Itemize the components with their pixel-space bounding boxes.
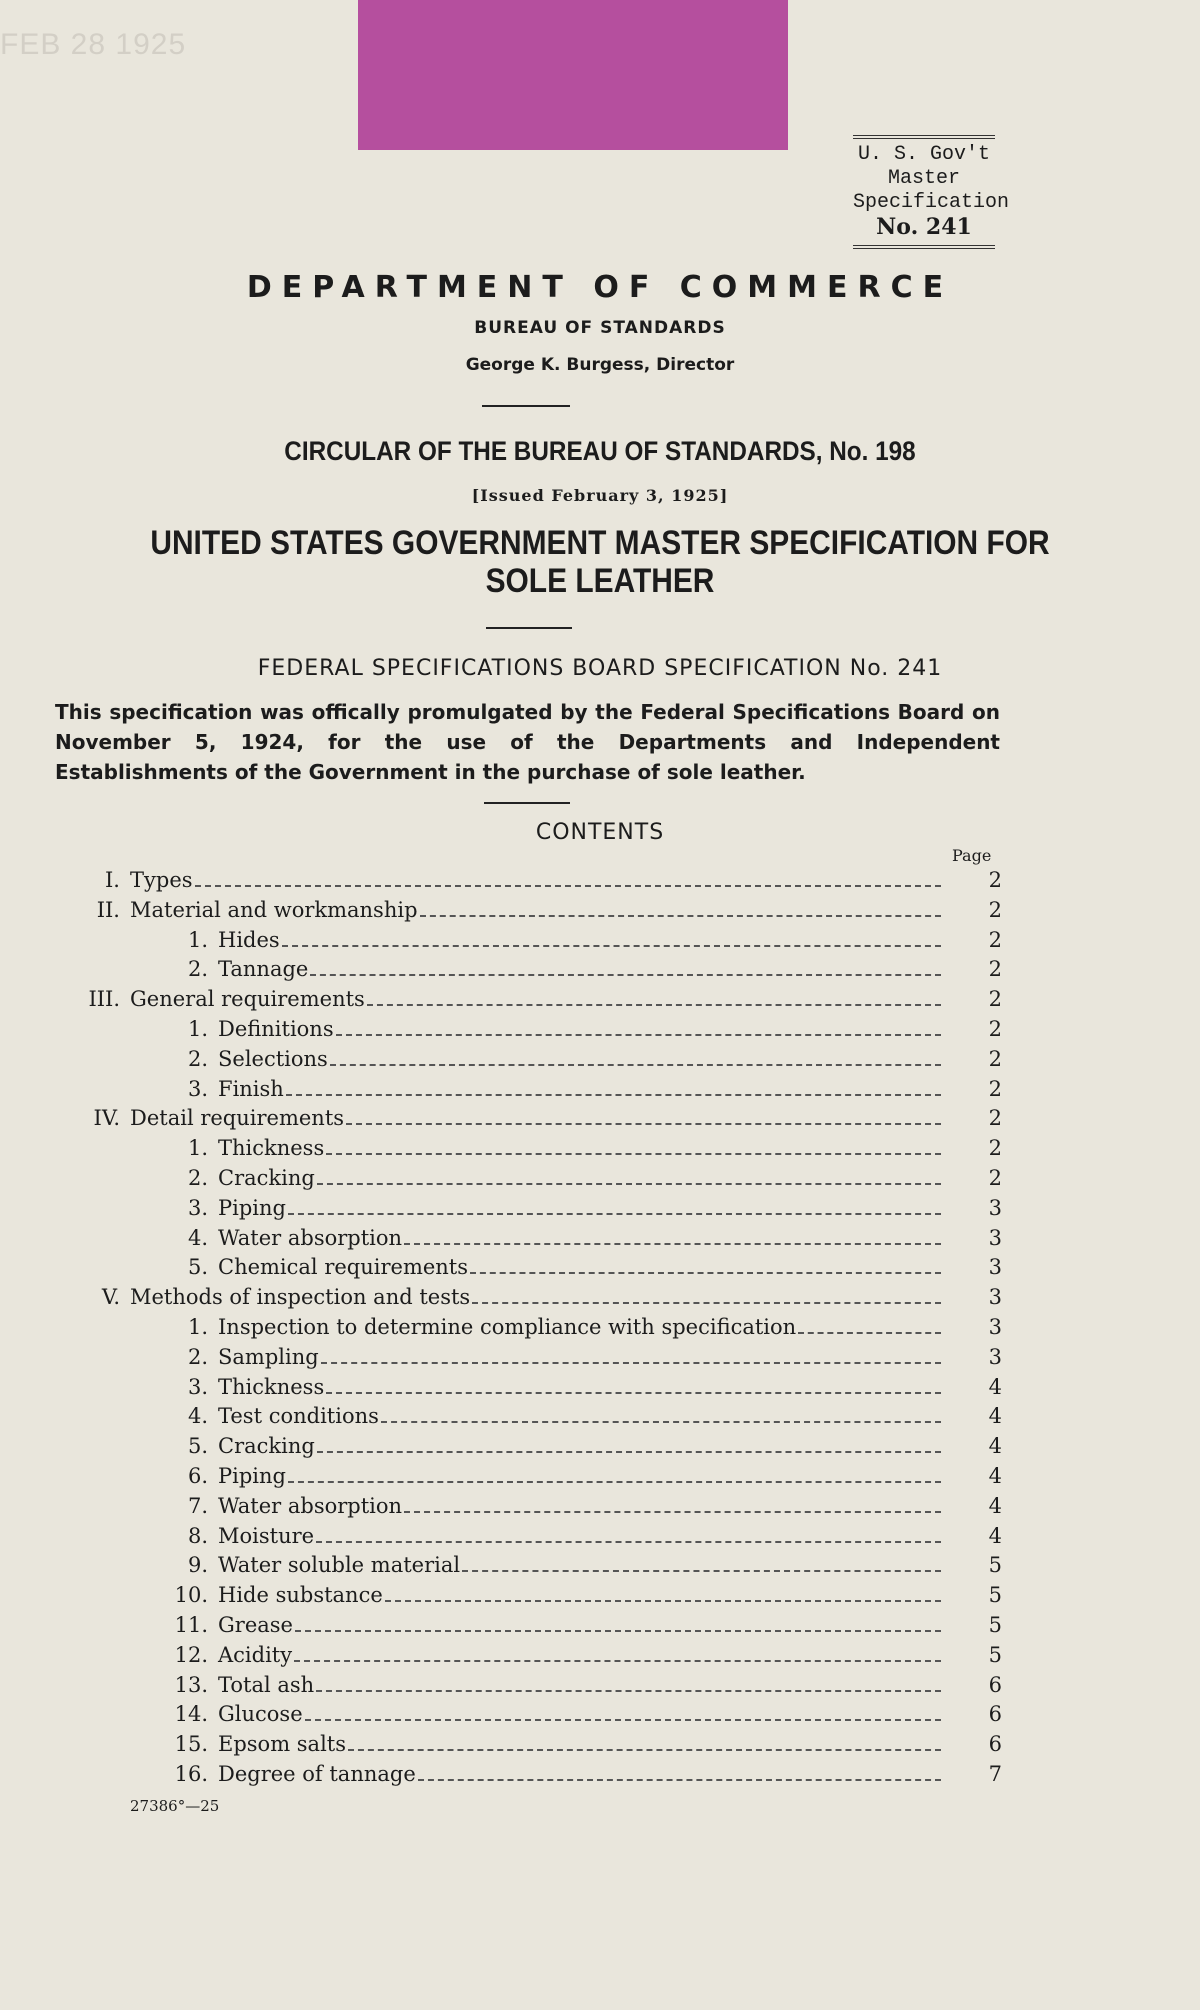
toc-entry-number: 4. <box>187 1225 208 1250</box>
toc-entry-number: 7. <box>187 1493 208 1518</box>
toc-entry-number: V. <box>101 1285 120 1310</box>
dot-leader <box>317 1451 941 1453</box>
director-line: George K. Burgess, Director <box>465 355 735 375</box>
toc-entry-number: 5. <box>187 1434 208 1459</box>
toc-entry-page: 5 <box>988 1642 1002 1667</box>
fsb-heading: FEDERAL SPECIFICATIONS BOARD SPECIFICATION No. 241 <box>257 656 943 681</box>
toc-entry <box>0 1015 1200 1045</box>
toc-entry-label: Piping <box>218 1195 286 1220</box>
toc-entry-number: 11. <box>174 1612 208 1637</box>
toc-entry-label: Degree of tannage <box>218 1761 416 1786</box>
toc-entry-number: 1. <box>187 1314 208 1339</box>
toc-entry-number: 3. <box>187 1374 208 1399</box>
toc-entry-page: 4 <box>988 1463 1002 1488</box>
toc-entry <box>0 1462 1200 1492</box>
toc-entry-page: 2 <box>988 868 1002 892</box>
dot-leader <box>282 945 941 947</box>
toc-entry-number: 12. <box>174 1642 208 1667</box>
toc-entry-page: 2 <box>988 897 1002 922</box>
toc-entry <box>0 1075 1200 1105</box>
toc-entry-page: 2 <box>988 1165 1002 1190</box>
toc-entry-number: 2. <box>187 957 208 982</box>
spec-box-line2: Master <box>887 167 960 190</box>
title-line-2: SOLE LEATHER <box>485 562 715 600</box>
contents-heading: CONTENTS <box>535 820 665 845</box>
toc-entry-page: 3 <box>988 1195 1002 1220</box>
department-heading: DEPARTMENT OF COMMERCE <box>246 270 954 305</box>
divider <box>484 802 570 804</box>
dot-leader <box>367 1004 941 1006</box>
dot-leader <box>310 974 941 976</box>
dot-leader <box>286 1094 941 1096</box>
toc-entry <box>0 1611 1200 1641</box>
toc-entry-label: Hide substance <box>218 1583 383 1608</box>
dot-leader <box>305 1719 941 1721</box>
toc-entry-number: 3. <box>187 1195 208 1220</box>
toc-entry-number: 4. <box>187 1404 208 1429</box>
promulgation-paragraph: This specification was offically promulgated by the Federal Specifications Board on November 5, 1924, for the use of the Departments and Independent Establishments of the Government in the purchase of sole leather. <box>55 700 1000 784</box>
spec-number-box <box>853 135 1010 249</box>
toc-entry-page: 3 <box>988 1344 1002 1369</box>
toc-entry-page: 3 <box>988 1285 1002 1310</box>
toc-entry <box>0 926 1200 956</box>
toc-entry <box>0 1164 1200 1194</box>
toc-entry-number: 2. <box>187 1165 208 1190</box>
toc-entry-label: Grease <box>218 1612 293 1637</box>
toc-entry-number: IV. <box>93 1106 120 1131</box>
toc-entry <box>0 896 1200 926</box>
toc-entry-number: 5. <box>187 1255 208 1280</box>
toc-entry-number: 6. <box>187 1463 208 1488</box>
toc-entry-page: 3 <box>988 1314 1002 1339</box>
toc-entry-page: 4 <box>988 1374 1002 1399</box>
toc-entry-number: 10. <box>174 1583 208 1608</box>
toc-entry-page: 6 <box>988 1732 1002 1757</box>
toc-entry <box>0 1581 1200 1611</box>
page-column-header: Page <box>952 846 992 865</box>
dot-leader <box>288 1481 941 1483</box>
toc-entry-page: 4 <box>988 1434 1002 1459</box>
toc-entry-page: 4 <box>988 1523 1002 1548</box>
dot-leader <box>404 1243 941 1245</box>
dot-leader <box>336 1034 941 1036</box>
toc-entry-label: General requirements <box>130 987 365 1012</box>
dot-leader <box>294 1660 941 1662</box>
dot-leader <box>472 1302 941 1304</box>
toc-entry-page: 2 <box>988 957 1002 982</box>
toc-entry-page: 2 <box>988 1136 1002 1161</box>
toc-entry <box>0 1551 1200 1581</box>
dot-leader <box>798 1332 941 1334</box>
toc-entry-label: Inspection to determine compliance with specification <box>218 1314 797 1339</box>
dot-leader <box>326 1153 941 1155</box>
toc-entry-label: Detail requirements <box>130 1106 345 1131</box>
toc-entry-label: Sampling <box>218 1344 319 1369</box>
toc-entry-number: I. <box>105 868 120 892</box>
divider <box>482 405 570 407</box>
toc-entry-label: Thickness <box>218 1136 325 1161</box>
toc-entry-label: Tannage <box>218 957 309 982</box>
toc-entry-number: 14. <box>174 1702 208 1727</box>
toc-entry-label: Epsom salts <box>218 1732 347 1757</box>
toc-entry <box>0 1671 1200 1701</box>
dot-leader <box>295 1630 941 1632</box>
print-code: 27386°—25 <box>130 1797 220 1815</box>
color-stamp <box>358 0 788 150</box>
toc-entry-number: III. <box>88 987 120 1012</box>
dot-leader <box>317 1183 941 1185</box>
toc-entry <box>0 1194 1200 1224</box>
toc-entry-label: Hides <box>218 927 280 952</box>
dot-leader <box>385 1600 941 1602</box>
dot-leader <box>462 1570 941 1572</box>
toc-entry-label: Moisture <box>218 1523 315 1548</box>
issued-date: [Issued February 3, 1925] <box>471 486 729 505</box>
toc-entry-page: 4 <box>988 1493 1002 1518</box>
title-line-1: UNITED STATES GOVERNMENT MASTER SPECIFICATION FOR <box>150 524 1050 562</box>
toc-entry <box>0 1045 1200 1075</box>
dot-leader <box>330 1064 941 1066</box>
toc-entry <box>0 1730 1200 1760</box>
toc-entry <box>0 1432 1200 1462</box>
dot-leader <box>326 1392 941 1394</box>
dot-leader <box>348 1749 941 1751</box>
toc-entry-number: 1. <box>187 1016 208 1041</box>
toc-entry-page: 3 <box>988 1225 1002 1250</box>
toc-entry <box>0 1313 1200 1343</box>
bureau-heading: BUREAU OF STANDARDS <box>474 318 726 338</box>
toc-entry <box>0 1253 1200 1283</box>
toc-entry-label: Finish <box>218 1076 284 1101</box>
toc-entry-page: 5 <box>988 1612 1002 1637</box>
document-title <box>72 524 1128 600</box>
toc-entry-number: 2. <box>187 1344 208 1369</box>
toc-entry-number: II. <box>96 897 120 922</box>
toc-entry-label: Test conditions <box>218 1404 379 1429</box>
toc-entry-page: 6 <box>988 1672 1002 1697</box>
toc-entry-number: 1. <box>187 927 208 952</box>
toc-entry-page: 2 <box>988 987 1002 1012</box>
toc-entry <box>0 955 1200 985</box>
toc-entry-page: 5 <box>988 1553 1002 1578</box>
toc-entry-page: 2 <box>988 1106 1002 1131</box>
toc-entry <box>0 1522 1200 1552</box>
toc-entry <box>0 866 1200 896</box>
toc-entry <box>0 1700 1200 1730</box>
dot-leader <box>321 1362 941 1364</box>
dot-leader <box>346 1123 941 1125</box>
dot-leader <box>316 1690 941 1692</box>
spec-box-line1: U. S. Gov't <box>857 143 991 166</box>
dot-leader <box>470 1272 941 1274</box>
toc-entry-number: 9. <box>187 1553 208 1578</box>
toc-entry <box>0 1224 1200 1254</box>
toc-entry <box>0 1760 1200 1790</box>
toc-entry-page: 2 <box>988 1046 1002 1071</box>
toc-entry-label: Definitions <box>218 1016 334 1041</box>
spec-box-number: No. 241 <box>876 214 972 240</box>
toc-entry-number: 1. <box>187 1136 208 1161</box>
toc-entry-page: 7 <box>988 1761 1002 1786</box>
ghost-date-stamp: FEB 28 1925 <box>0 28 187 61</box>
toc-entry-label: Types <box>130 868 193 892</box>
toc-entry <box>0 1492 1200 1522</box>
toc-entry-label: Cracking <box>218 1434 315 1459</box>
dot-leader <box>418 1779 941 1781</box>
toc-entry <box>0 1343 1200 1373</box>
toc-entry-label: Selections <box>218 1046 328 1071</box>
toc-entry-label: Piping <box>218 1463 286 1488</box>
toc-entry-number: 8. <box>187 1523 208 1548</box>
toc-entry-page: 2 <box>988 1016 1002 1041</box>
toc-entry-page: 2 <box>988 927 1002 952</box>
toc-entry-page: 3 <box>988 1255 1002 1280</box>
toc-entry-label: Thickness <box>218 1374 325 1399</box>
circular-heading: CIRCULAR OF THE BUREAU OF STANDARDS, No. 198 <box>284 436 916 466</box>
toc-entry-page: 4 <box>988 1404 1002 1429</box>
toc-entry <box>0 1104 1200 1134</box>
dot-leader <box>288 1213 941 1215</box>
spec-box-line3: Specification <box>853 191 1010 214</box>
toc-entry-number: 15. <box>174 1732 208 1757</box>
toc-entry <box>0 1641 1200 1671</box>
toc-entry-label: Methods of inspection and tests <box>130 1285 471 1310</box>
toc-entry-page: 2 <box>988 1076 1002 1101</box>
toc-entry-label: Water absorption <box>218 1225 403 1250</box>
table-of-contents <box>0 866 1200 1790</box>
toc-entry-label: Glucose <box>218 1702 303 1727</box>
toc-entry-number: 3. <box>187 1076 208 1101</box>
toc-entry-label: Water absorption <box>218 1493 403 1518</box>
divider <box>486 627 572 629</box>
toc-entry-page: 6 <box>988 1702 1002 1727</box>
toc-entry-label: Chemical requirements <box>218 1255 469 1280</box>
toc-entry-number: 13. <box>174 1672 208 1697</box>
toc-entry <box>0 985 1200 1015</box>
toc-entry-label: Material and workmanship <box>130 897 418 922</box>
dot-leader <box>195 885 941 887</box>
toc-entry <box>0 1373 1200 1403</box>
toc-entry-label: Cracking <box>218 1165 315 1190</box>
dot-leader <box>404 1511 941 1513</box>
toc-entry-label: Water soluble material <box>218 1553 461 1578</box>
dot-leader <box>420 915 941 917</box>
dot-leader <box>316 1541 941 1543</box>
toc-entry <box>0 1283 1200 1313</box>
toc-entry <box>0 1402 1200 1432</box>
toc-entry-label: Total ash <box>218 1672 315 1697</box>
toc-entry-number: 16. <box>174 1761 208 1786</box>
toc-entry-number: 2. <box>187 1046 208 1071</box>
toc-entry-page: 5 <box>988 1583 1002 1608</box>
toc-entry-label: Acidity <box>218 1642 293 1667</box>
toc-entry <box>0 1134 1200 1164</box>
dot-leader <box>381 1421 941 1423</box>
